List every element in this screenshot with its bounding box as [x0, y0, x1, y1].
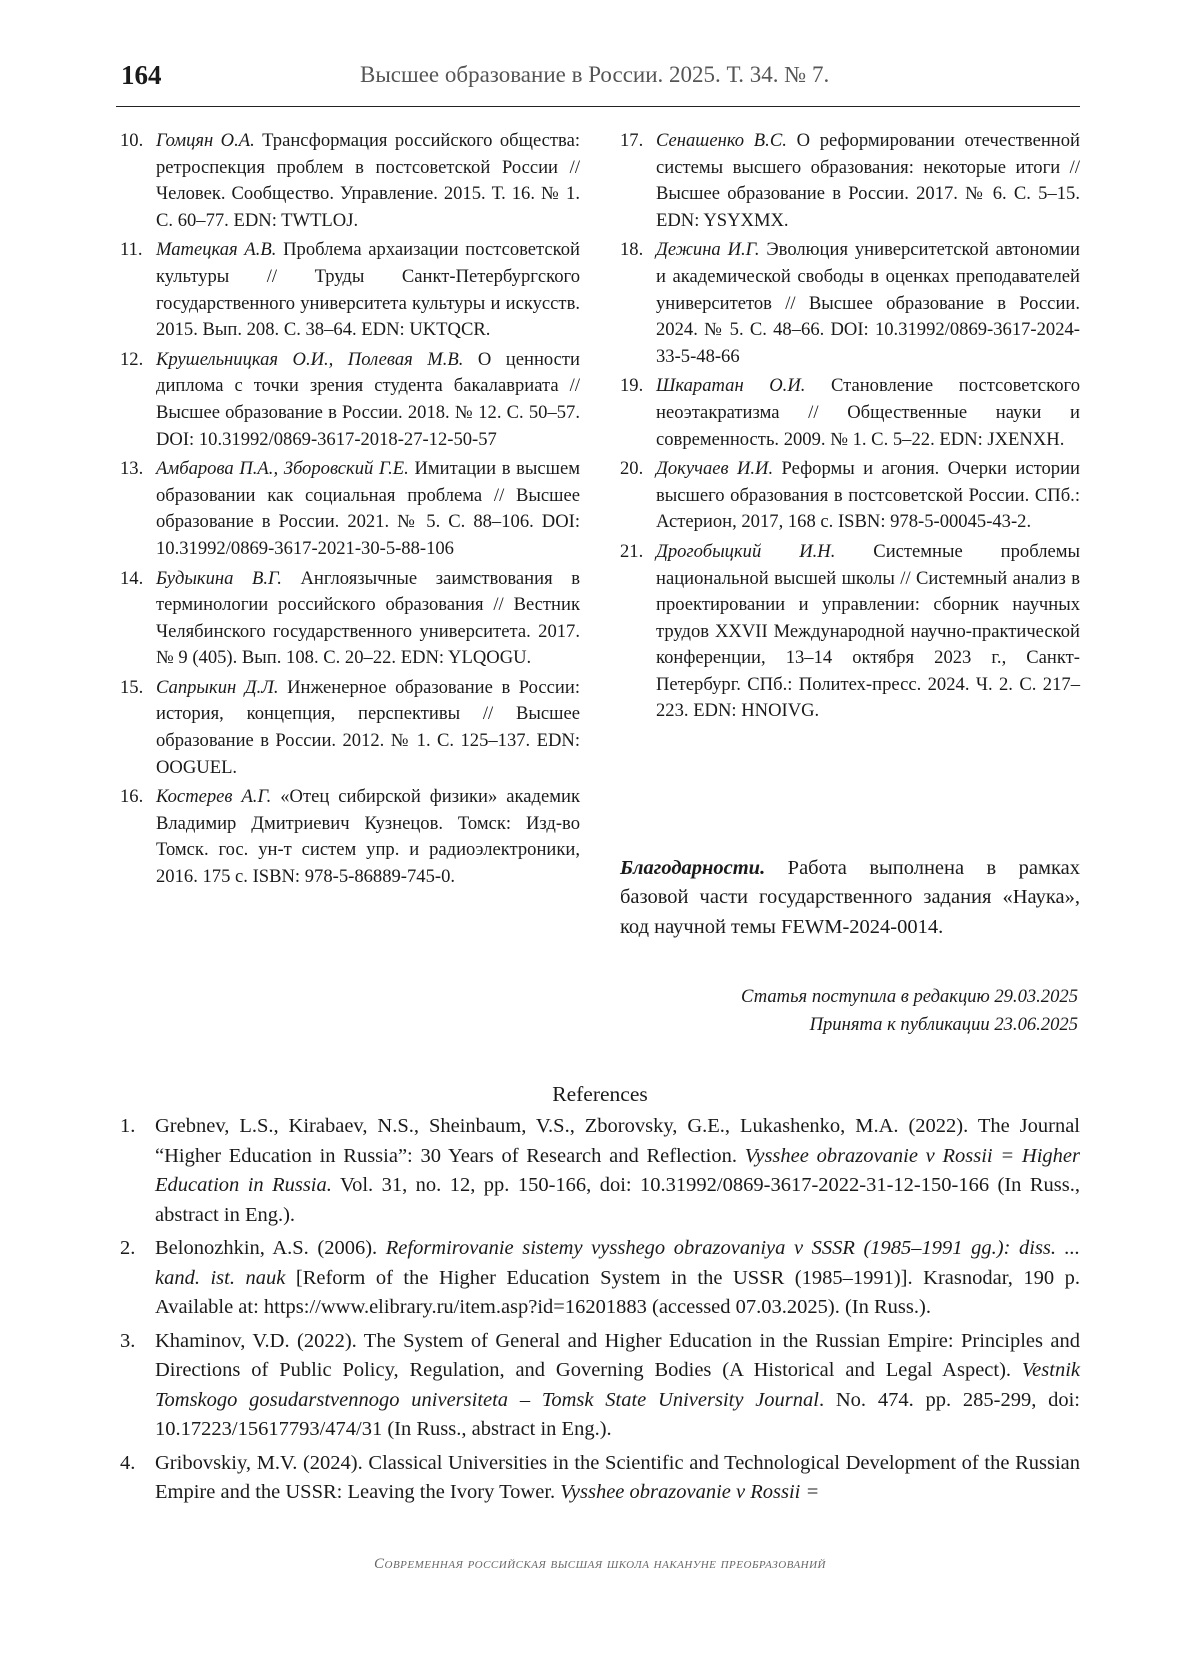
references-heading: References [552, 1082, 648, 1106]
reference-item [620, 539, 1080, 725]
reference-number: 10. [120, 130, 144, 151]
reference-text: Трансформация российского общества: ретроспекция проблем в постсоветской России // Человек. Сообщество. Управление. 2015. Т. 16. № 1. С. 60–77. EDN: TWTLOJ. [156, 130, 580, 231]
reference-number: 19. [620, 375, 644, 397]
acknowledgment-label: Благодарности. [620, 856, 766, 879]
reference-item [120, 675, 580, 781]
reference-text: О ценности диплома с точки зрения студента бакалавриата // Высшее образование в России. 2018. № 12. С. 50–57. DOI: 10.31992/0869-3617-2018-27-12-50-57 [156, 348, 580, 450]
page-number: 164 [121, 60, 162, 90]
reference-text: Эволюция университетской автономии и академической свободы в оценках преподавателей университетов // Высшее образование в России. 2024. № 5. С. 48–66. DOI: 10.31992/0869-3617-2024-33-5-48-66 [656, 239, 1080, 367]
reference-item [120, 1234, 1080, 1323]
reference-text: Belonozhkin, A.S. (2006). [155, 1237, 386, 1259]
reference-authors: Докучаев И.И. [656, 458, 774, 480]
reference-text: Проблема архаизации постсоветской культуры // Труды Санкт-Петербургского государственного университета культуры и искусств. 2015. Вып. 208. С. 38–64. EDN: UKTQCR. [156, 239, 580, 341]
reference-authors: Сапрыкин Д.Л. [156, 676, 279, 698]
reference-text: Gribovskiy, M.V. (2024). Classical Universities in the Scientific and Technological Development of the Russian Empire and the USSR: Leaving the Ivory Tower. [155, 1451, 1080, 1503]
reference-authors: Крушельницкая О.И., Полевая М.В. [156, 348, 464, 370]
reference-text: О реформировании отечественной системы высшего образования: некоторые итоги // Высшее образование в России. 2017. № 6. С. 5–15. EDN: YSYXMX. [656, 130, 1080, 231]
reference-text: Vol. 31, no. 12, pp. 150-166, doi: 10.31992/0869-3617-2022-31-12-150-166 (In Russ., abstract in Eng.). [155, 1174, 1080, 1226]
reference-authors: Матецкая А.В. [156, 239, 277, 261]
reference-item [120, 128, 580, 234]
reference-text: Становление постсоветского неоэтакратизма // Общественные науки и современность. 2009. № 1. С. 5–22. EDN: JXENXH. [656, 375, 1080, 450]
reference-text: [Reform of the Higher Education System in the USSR (1985–1991)]. Krasnodar, 190 p. Available at: https://www.elibrary.ru/item.asp?id=16201883 (accessed 07.03.2025). (In Russ.). [155, 1266, 1080, 1318]
reference-item [120, 784, 580, 890]
reference-number: 12. [120, 348, 144, 370]
reference-number: 18. [620, 239, 644, 261]
page-header [116, 58, 1080, 107]
reference-authors: Амбарова П.А., Зборовский Г.Е. [156, 458, 409, 480]
reference-text: Имитации в высшем образовании как социальная проблема // Высшее образование в России. 2021. № 5. С. 88–106. DOI: 10.31992/0869-3617-2021-30-5-88-106 [156, 458, 580, 559]
english-references [120, 1112, 1080, 1512]
reference-number: 3. [120, 1329, 136, 1352]
reference-number: 14. [120, 567, 144, 589]
reference-number: 17. [620, 130, 644, 151]
reference-item [120, 1327, 1080, 1445]
reference-item [620, 373, 1080, 453]
page-footer: Современная российская высшая школа накануне преобразований [374, 1556, 826, 1572]
reference-item [120, 1112, 1080, 1230]
reference-title: Reformirovanie sistemy vysshego obrazovaniya v SSSR (1985–1991 gg.): diss. ... kand. ist. nauk [155, 1237, 1080, 1289]
reference-number: 13. [120, 458, 144, 480]
reference-text: Англоязычные заимствования в терминологии российского образования // Вестник Челябинского государственного университета. 2017. № 9 (405). Вып. 108. С. 20–22. EDN: YLQOGU. [156, 567, 581, 669]
reference-authors: Сенашенко В.С. [656, 130, 787, 151]
reference-number: 21. [620, 540, 644, 562]
received-date: Статья поступила в редакцию 29.03.2025 [741, 986, 1078, 1007]
reference-text: «Отец сибирской физики» академик Владимир Дмитриевич Кузнецов. Томск: Изд-во Томск. гос. ун-т систем упр. и радиоэлектроники, 2016. 175 с. ISBN: 978-5-86889-745-0. [156, 786, 580, 888]
acknowledgment [620, 854, 1080, 943]
reference-number: 1. [120, 1115, 136, 1137]
reference-authors: Шкаратан О.И. [656, 375, 806, 397]
article-dates [620, 983, 1078, 1039]
reference-text: Инженерное образование в России: история, концепция, перспективы // Высшее образование в России. 2012. № 1. С. 125–137. EDN: OOGUEL. [156, 676, 580, 778]
reference-text: Системные проблемы национальной высшей школы // Системный анализ в проектировании и управлении: сборник научных трудов XXVII Международной научно-практической конференции, 13–14 октября 2023 г., Санкт-Петербург. СПб.: Политех-пресс. 2024. Ч. 2. С. 217–223. EDN: HNOIVG. [656, 540, 1080, 722]
acknowledgment-text: Работа выполнена в рамках базовой части государственного задания «Наука», код научной темы FEWM-2024-0014. [620, 856, 1080, 938]
reference-item [120, 237, 580, 343]
reference-number: 4. [120, 1451, 136, 1474]
accepted-date: Принята к публикации 23.06.2025 [809, 1014, 1078, 1035]
reference-authors: Костерев А.Г. [156, 786, 272, 808]
reference-authors: Будыкина В.Г. [156, 567, 282, 589]
reference-text: Khaminov, V.D. (2022). The System of General and Higher Education in the Russian Empire: Principles and Directions of Public Policy, Regulation, and Governing Bodies (A Historical and Legal Aspect). [155, 1329, 1080, 1381]
reference-item [120, 1449, 1080, 1508]
reference-number: 16. [120, 786, 144, 808]
reference-item [120, 347, 580, 453]
reference-item [120, 566, 580, 672]
reference-number: 15. [120, 676, 144, 698]
reference-journal: Vestnik Tomskogo gosudarstvennogo universiteta – Tomsk State University Journal [155, 1359, 1080, 1411]
reference-authors: Дежина И.Г. [656, 239, 760, 261]
russian-references-left-column [120, 128, 580, 894]
russian-references-right-column [620, 128, 1080, 728]
reference-text: . No. 474. pp. 285-299, doi: 10.17223/15617793/474/31 (In Russ., abstract in Eng.). [155, 1388, 1080, 1440]
reference-text: Реформы и агония. Очерки истории высшего образования в постсоветской России. СПб.: Астерион, 2017, 168 с. ISBN: 978-5-00045-43-2. [656, 458, 1080, 533]
reference-number: 11. [120, 239, 143, 261]
reference-number: 20. [620, 458, 644, 480]
reference-number: 2. [120, 1237, 136, 1259]
reference-journal: Vysshee obrazovanie v Rossii = [560, 1481, 820, 1503]
reference-authors: Гомцян О.А. [156, 130, 255, 151]
journal-title: Высшее образование в России. 2025. Т. 34. № 7. [360, 62, 830, 87]
reference-text: Grebnev, L.S., Kirabaev, N.S., Sheinbaum, V.S., Zborovsky, G.E., Lukashenko, M.A. (2022). The Journal “Higher Education in Russia”: 30 Years of Research and Reflection. [155, 1115, 1080, 1167]
reference-journal: Vysshee obrazovanie v Rossii = Higher Education in Russia. [155, 1144, 1080, 1196]
reference-item [620, 128, 1080, 234]
reference-item [120, 456, 580, 562]
reference-item [620, 456, 1080, 536]
reference-authors: Дрогобыцкий И.Н. [656, 540, 836, 562]
reference-item [620, 237, 1080, 370]
